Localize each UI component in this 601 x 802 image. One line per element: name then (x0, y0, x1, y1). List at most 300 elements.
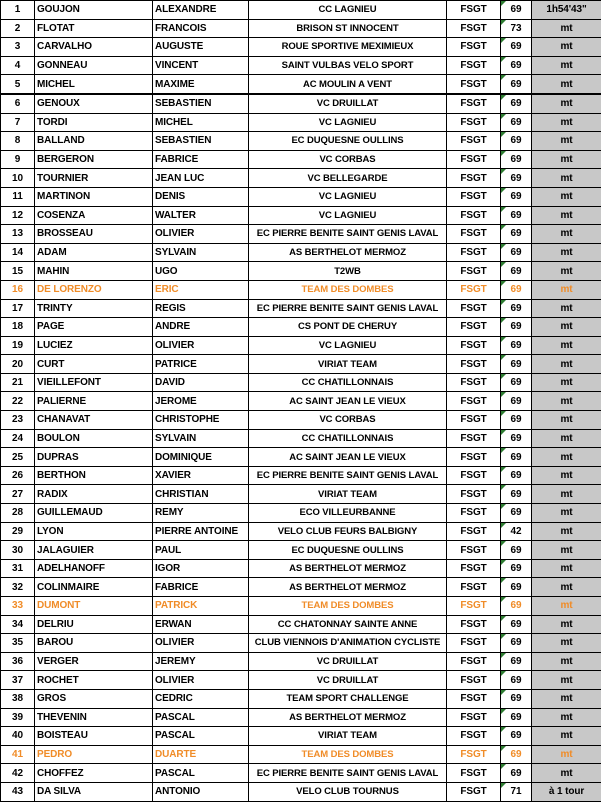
time-cell: mt (532, 615, 601, 634)
first-name-cell: JEROME (153, 392, 249, 411)
laps-cell: 69 (501, 373, 532, 392)
club-cell: TEAM SPORT CHALLENGE (249, 689, 447, 708)
table-row (1, 411, 601, 430)
federation-cell: FSGT (447, 782, 501, 801)
table-row (1, 522, 601, 541)
time-cell: mt (532, 243, 601, 262)
club-cell: VC BELLEGARDE (249, 169, 447, 188)
position-cell: 29 (1, 522, 35, 541)
federation-cell: FSGT (447, 392, 501, 411)
table-row (1, 132, 601, 151)
federation-cell: FSGT (447, 169, 501, 188)
table-row (1, 485, 601, 504)
club-cell: AC MOULIN A VENT (249, 75, 447, 94)
time-cell: mt (532, 19, 601, 38)
laps-cell: 69 (501, 578, 532, 597)
first-name-cell: CHRISTOPHE (153, 411, 249, 430)
last-name-cell: MICHEL (35, 75, 153, 94)
first-name-cell: ANTONIO (153, 782, 249, 801)
last-name-cell: VERGER (35, 652, 153, 671)
last-name-cell: DUMONT (35, 597, 153, 616)
laps-cell: 69 (501, 56, 532, 75)
federation-cell: FSGT (447, 578, 501, 597)
club-cell: EC DUQUESNE OULLINS (249, 541, 447, 560)
position-cell: 40 (1, 727, 35, 746)
club-cell: VC LAGNIEU (249, 336, 447, 355)
time-cell: mt (532, 280, 601, 299)
laps-cell: 69 (501, 745, 532, 764)
laps-cell: 69 (501, 94, 532, 113)
laps-cell: 73 (501, 19, 532, 38)
club-cell: AC SAINT JEAN LE VIEUX (249, 392, 447, 411)
first-name-cell: AUGUSTE (153, 38, 249, 57)
table-row (1, 652, 601, 671)
federation-cell: FSGT (447, 671, 501, 690)
laps-cell: 69 (501, 671, 532, 690)
laps-cell: 69 (501, 727, 532, 746)
time-cell: mt (532, 38, 601, 57)
position-cell: 27 (1, 485, 35, 504)
table-row (1, 671, 601, 690)
federation-cell: FSGT (447, 206, 501, 225)
time-cell: 1h54'43" (532, 1, 601, 20)
table-row (1, 541, 601, 560)
first-name-cell: REMY (153, 504, 249, 523)
club-cell: AS BERTHELOT MERMOZ (249, 578, 447, 597)
laps-cell: 69 (501, 466, 532, 485)
laps-cell: 69 (501, 504, 532, 523)
last-name-cell: JALAGUIER (35, 541, 153, 560)
federation-cell: FSGT (447, 225, 501, 244)
first-name-cell: OLIVIER (153, 225, 249, 244)
position-cell: 33 (1, 597, 35, 616)
table-row (1, 56, 601, 75)
table-row (1, 708, 601, 727)
last-name-cell: BERTHON (35, 466, 153, 485)
first-name-cell: CHRISTIAN (153, 485, 249, 504)
federation-cell: FSGT (447, 429, 501, 448)
time-cell: mt (532, 225, 601, 244)
position-cell: 3 (1, 38, 35, 57)
laps-cell: 69 (501, 392, 532, 411)
laps-cell: 69 (501, 150, 532, 169)
laps-cell: 69 (501, 689, 532, 708)
laps-cell: 69 (501, 75, 532, 94)
federation-cell: FSGT (447, 615, 501, 634)
time-cell: mt (532, 262, 601, 281)
table-row (1, 243, 601, 262)
club-cell: VIRIAT TEAM (249, 727, 447, 746)
last-name-cell: CARVALHO (35, 38, 153, 57)
first-name-cell: DUARTE (153, 745, 249, 764)
first-name-cell: FRANCOIS (153, 19, 249, 38)
table-row (1, 206, 601, 225)
federation-cell: FSGT (447, 708, 501, 727)
position-cell: 39 (1, 708, 35, 727)
federation-cell: FSGT (447, 764, 501, 783)
table-row (1, 782, 601, 801)
federation-cell: FSGT (447, 522, 501, 541)
federation-cell: FSGT (447, 38, 501, 57)
position-cell: 14 (1, 243, 35, 262)
time-cell: mt (532, 522, 601, 541)
time-cell: mt (532, 745, 601, 764)
table-row (1, 448, 601, 467)
last-name-cell: CURT (35, 355, 153, 374)
first-name-cell: SYLVAIN (153, 429, 249, 448)
club-cell: VC LAGNIEU (249, 206, 447, 225)
table-row (1, 559, 601, 578)
position-cell: 37 (1, 671, 35, 690)
laps-cell: 69 (501, 429, 532, 448)
last-name-cell: GENOUX (35, 94, 153, 113)
last-name-cell: DUPRAS (35, 448, 153, 467)
position-cell: 7 (1, 113, 35, 132)
federation-cell: FSGT (447, 243, 501, 262)
federation-cell: FSGT (447, 448, 501, 467)
table-row (1, 94, 601, 113)
last-name-cell: PEDRO (35, 745, 153, 764)
first-name-cell: ERWAN (153, 615, 249, 634)
federation-cell: FSGT (447, 355, 501, 374)
last-name-cell: DE LORENZO (35, 280, 153, 299)
club-cell: CS PONT DE CHERUY (249, 318, 447, 337)
time-cell: mt (532, 504, 601, 523)
last-name-cell: ADAM (35, 243, 153, 262)
table-row (1, 169, 601, 188)
table-row (1, 689, 601, 708)
time-cell: mt (532, 466, 601, 485)
last-name-cell: DELRIU (35, 615, 153, 634)
table-row (1, 634, 601, 653)
table-row (1, 113, 601, 132)
table-row (1, 392, 601, 411)
time-cell: mt (532, 336, 601, 355)
first-name-cell: PAUL (153, 541, 249, 560)
last-name-cell: ADELHANOFF (35, 559, 153, 578)
last-name-cell: VIEILLEFONT (35, 373, 153, 392)
club-cell: VC LAGNIEU (249, 187, 447, 206)
laps-cell: 69 (501, 764, 532, 783)
club-cell: VC DRUILLAT (249, 652, 447, 671)
position-cell: 21 (1, 373, 35, 392)
position-cell: 20 (1, 355, 35, 374)
time-cell: mt (532, 727, 601, 746)
first-name-cell: DENIS (153, 187, 249, 206)
club-cell: AC SAINT JEAN LE VIEUX (249, 448, 447, 467)
position-cell: 22 (1, 392, 35, 411)
table-row (1, 373, 601, 392)
table-row (1, 280, 601, 299)
time-cell: mt (532, 448, 601, 467)
laps-cell: 69 (501, 206, 532, 225)
club-cell: AS BERTHELOT MERMOZ (249, 243, 447, 262)
position-cell: 16 (1, 280, 35, 299)
time-cell: mt (532, 671, 601, 690)
laps-cell: 42 (501, 522, 532, 541)
table-row (1, 504, 601, 523)
position-cell: 6 (1, 94, 35, 113)
club-cell: VC CORBAS (249, 150, 447, 169)
last-name-cell: BAROU (35, 634, 153, 653)
laps-cell: 69 (501, 280, 532, 299)
laps-cell: 69 (501, 187, 532, 206)
federation-cell: FSGT (447, 187, 501, 206)
club-cell: TEAM DES DOMBES (249, 280, 447, 299)
laps-cell: 69 (501, 708, 532, 727)
club-cell: EC PIERRE BENITE SAINT GENIS LAVAL (249, 764, 447, 783)
position-cell: 30 (1, 541, 35, 560)
last-name-cell: PALIERNE (35, 392, 153, 411)
last-name-cell: THEVENIN (35, 708, 153, 727)
time-cell: mt (532, 392, 601, 411)
first-name-cell: OLIVIER (153, 634, 249, 653)
time-cell: mt (532, 559, 601, 578)
first-name-cell: SYLVAIN (153, 243, 249, 262)
time-cell: mt (532, 485, 601, 504)
laps-cell: 69 (501, 113, 532, 132)
first-name-cell: REGIS (153, 299, 249, 318)
time-cell: mt (532, 56, 601, 75)
table-row (1, 75, 601, 94)
position-cell: 26 (1, 466, 35, 485)
last-name-cell: BOISTEAU (35, 727, 153, 746)
club-cell: CC LAGNIEU (249, 1, 447, 20)
laps-cell: 69 (501, 541, 532, 560)
position-cell: 42 (1, 764, 35, 783)
federation-cell: FSGT (447, 541, 501, 560)
federation-cell: FSGT (447, 597, 501, 616)
first-name-cell: SEBASTIEN (153, 132, 249, 151)
table-row (1, 1, 601, 20)
first-name-cell: FABRICE (153, 578, 249, 597)
laps-cell: 69 (501, 318, 532, 337)
time-cell: mt (532, 652, 601, 671)
federation-cell: FSGT (447, 559, 501, 578)
position-cell: 25 (1, 448, 35, 467)
laps-cell: 69 (501, 615, 532, 634)
first-name-cell: WALTER (153, 206, 249, 225)
last-name-cell: BROSSEAU (35, 225, 153, 244)
club-cell: VC DRUILLAT (249, 671, 447, 690)
federation-cell: FSGT (447, 280, 501, 299)
laps-cell: 69 (501, 169, 532, 188)
time-cell: mt (532, 169, 601, 188)
federation-cell: FSGT (447, 652, 501, 671)
time-cell: mt (532, 541, 601, 560)
first-name-cell: MAXIME (153, 75, 249, 94)
laps-cell: 69 (501, 355, 532, 374)
results-body (1, 1, 601, 802)
position-cell: 31 (1, 559, 35, 578)
last-name-cell: TRINTY (35, 299, 153, 318)
laps-cell: 69 (501, 448, 532, 467)
laps-cell: 69 (501, 559, 532, 578)
position-cell: 12 (1, 206, 35, 225)
last-name-cell: GOUJON (35, 1, 153, 20)
club-cell: CC CHATONNAY SAINTE ANNE (249, 615, 447, 634)
laps-cell: 69 (501, 336, 532, 355)
position-cell: 19 (1, 336, 35, 355)
time-cell: mt (532, 299, 601, 318)
first-name-cell: PATRICK (153, 597, 249, 616)
federation-cell: FSGT (447, 485, 501, 504)
last-name-cell: GROS (35, 689, 153, 708)
federation-cell: FSGT (447, 150, 501, 169)
club-cell: TEAM DES DOMBES (249, 745, 447, 764)
position-cell: 2 (1, 19, 35, 38)
federation-cell: FSGT (447, 504, 501, 523)
time-cell: mt (532, 597, 601, 616)
first-name-cell: SEBASTIEN (153, 94, 249, 113)
position-cell: 9 (1, 150, 35, 169)
federation-cell: FSGT (447, 727, 501, 746)
club-cell: VELO CLUB TOURNUS (249, 782, 447, 801)
last-name-cell: GUILLEMAUD (35, 504, 153, 523)
last-name-cell: BERGERON (35, 150, 153, 169)
table-row (1, 262, 601, 281)
last-name-cell: TOURNIER (35, 169, 153, 188)
position-cell: 17 (1, 299, 35, 318)
first-name-cell: IGOR (153, 559, 249, 578)
table-row (1, 727, 601, 746)
table-row (1, 764, 601, 783)
table-row (1, 38, 601, 57)
first-name-cell: OLIVIER (153, 671, 249, 690)
position-cell: 38 (1, 689, 35, 708)
position-cell: 1 (1, 1, 35, 20)
table-row (1, 150, 601, 169)
club-cell: AS BERTHELOT MERMOZ (249, 559, 447, 578)
last-name-cell: LYON (35, 522, 153, 541)
first-name-cell: PASCAL (153, 727, 249, 746)
position-cell: 41 (1, 745, 35, 764)
time-cell: mt (532, 187, 601, 206)
last-name-cell: FLOTAT (35, 19, 153, 38)
table-row (1, 597, 601, 616)
last-name-cell: PAGE (35, 318, 153, 337)
last-name-cell: CHOFFEZ (35, 764, 153, 783)
last-name-cell: DA SILVA (35, 782, 153, 801)
club-cell: EC PIERRE BENITE SAINT GENIS LAVAL (249, 466, 447, 485)
last-name-cell: MAHIN (35, 262, 153, 281)
position-cell: 36 (1, 652, 35, 671)
federation-cell: FSGT (447, 745, 501, 764)
time-cell: mt (532, 578, 601, 597)
laps-cell: 69 (501, 652, 532, 671)
laps-cell: 69 (501, 38, 532, 57)
first-name-cell: JEREMY (153, 652, 249, 671)
club-cell: AS BERTHELOT MERMOZ (249, 708, 447, 727)
first-name-cell: PASCAL (153, 764, 249, 783)
position-cell: 11 (1, 187, 35, 206)
club-cell: EC PIERRE BENITE SAINT GENIS LAVAL (249, 225, 447, 244)
table-row (1, 466, 601, 485)
position-cell: 34 (1, 615, 35, 634)
last-name-cell: MARTINON (35, 187, 153, 206)
position-cell: 23 (1, 411, 35, 430)
club-cell: VC LAGNIEU (249, 113, 447, 132)
laps-cell: 69 (501, 299, 532, 318)
table-row (1, 615, 601, 634)
position-cell: 24 (1, 429, 35, 448)
first-name-cell: ERIC (153, 280, 249, 299)
federation-cell: FSGT (447, 56, 501, 75)
position-cell: 15 (1, 262, 35, 281)
club-cell: VELO CLUB FEURS BALBIGNY (249, 522, 447, 541)
table-row (1, 299, 601, 318)
laps-cell: 69 (501, 1, 532, 20)
table-row (1, 225, 601, 244)
first-name-cell: PATRICE (153, 355, 249, 374)
club-cell: T2WB (249, 262, 447, 281)
first-name-cell: OLIVIER (153, 336, 249, 355)
time-cell: mt (532, 206, 601, 225)
table-row (1, 355, 601, 374)
last-name-cell: TORDI (35, 113, 153, 132)
last-name-cell: RADIX (35, 485, 153, 504)
time-cell: mt (532, 764, 601, 783)
time-cell: mt (532, 150, 601, 169)
club-cell: CC CHATILLONNAIS (249, 429, 447, 448)
federation-cell: FSGT (447, 634, 501, 653)
first-name-cell: VINCENT (153, 56, 249, 75)
first-name-cell: JEAN LUC (153, 169, 249, 188)
time-cell: mt (532, 373, 601, 392)
position-cell: 5 (1, 75, 35, 94)
laps-cell: 69 (501, 132, 532, 151)
club-cell: SAINT VULBAS VELO SPORT (249, 56, 447, 75)
first-name-cell: FABRICE (153, 150, 249, 169)
laps-cell: 69 (501, 597, 532, 616)
time-cell: à 1 tour (532, 782, 601, 801)
table-row (1, 336, 601, 355)
table-row (1, 19, 601, 38)
time-cell: mt (532, 708, 601, 727)
position-cell: 43 (1, 782, 35, 801)
time-cell: mt (532, 429, 601, 448)
federation-cell: FSGT (447, 94, 501, 113)
time-cell: mt (532, 411, 601, 430)
last-name-cell: ROCHET (35, 671, 153, 690)
first-name-cell: DOMINIQUE (153, 448, 249, 467)
laps-cell: 69 (501, 485, 532, 504)
federation-cell: FSGT (447, 299, 501, 318)
laps-cell: 69 (501, 262, 532, 281)
club-cell: TEAM DES DOMBES (249, 597, 447, 616)
position-cell: 13 (1, 225, 35, 244)
position-cell: 10 (1, 169, 35, 188)
position-cell: 35 (1, 634, 35, 653)
laps-cell: 69 (501, 243, 532, 262)
club-cell: CC CHATILLONNAIS (249, 373, 447, 392)
time-cell: mt (532, 689, 601, 708)
federation-cell: FSGT (447, 411, 501, 430)
club-cell: BRISON ST INNOCENT (249, 19, 447, 38)
federation-cell: FSGT (447, 75, 501, 94)
time-cell: mt (532, 355, 601, 374)
time-cell: mt (532, 634, 601, 653)
first-name-cell: PIERRE ANTOINE (153, 522, 249, 541)
federation-cell: FSGT (447, 19, 501, 38)
club-cell: VC CORBAS (249, 411, 447, 430)
club-cell: EC PIERRE BENITE SAINT GENIS LAVAL (249, 299, 447, 318)
club-cell: VIRIAT TEAM (249, 485, 447, 504)
position-cell: 4 (1, 56, 35, 75)
club-cell: ROUE SPORTIVE MEXIMIEUX (249, 38, 447, 57)
time-cell: mt (532, 318, 601, 337)
federation-cell: FSGT (447, 466, 501, 485)
